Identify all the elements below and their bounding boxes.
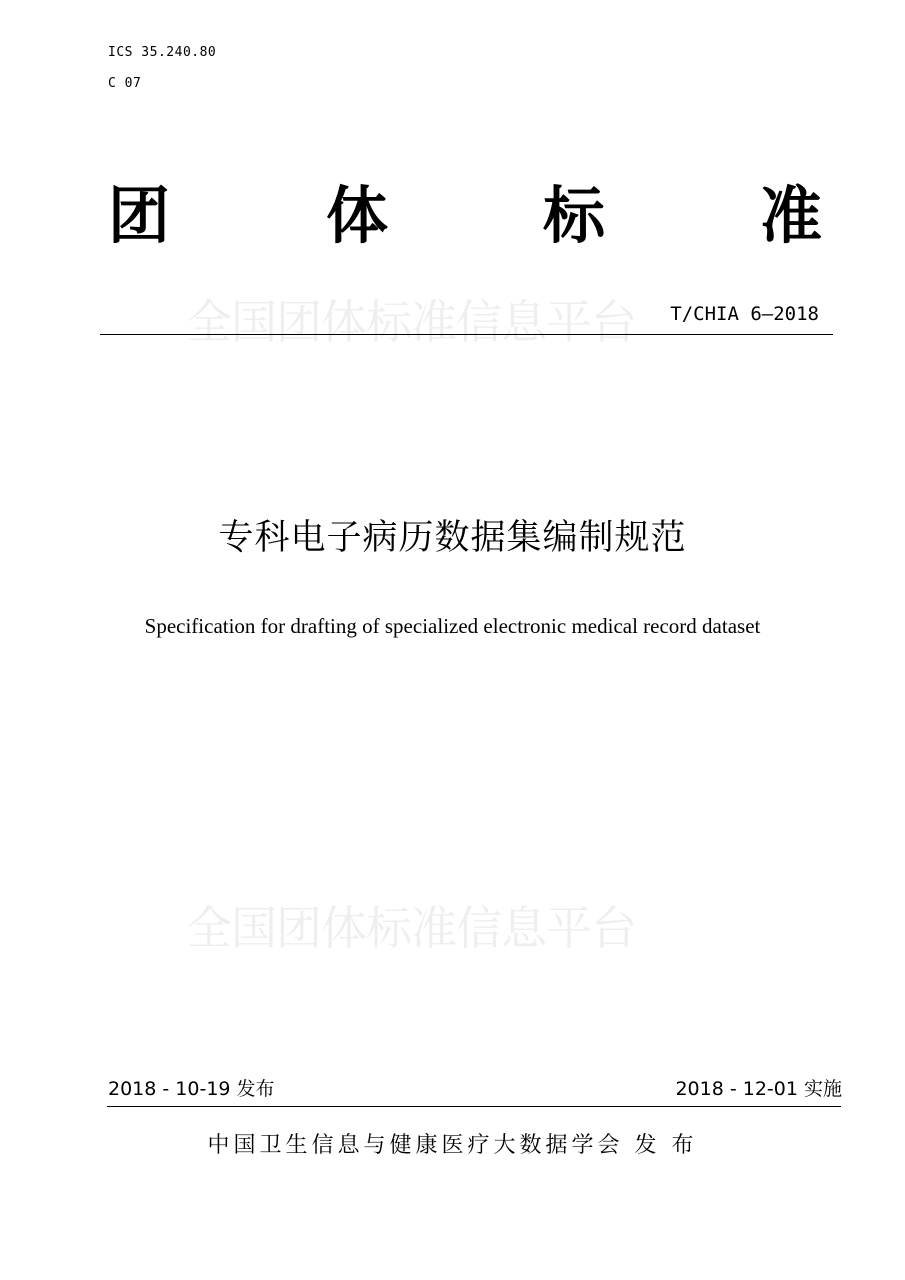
category-char-2: 体 xyxy=(326,179,389,252)
ics-code: ICS 35.240.80 xyxy=(108,45,217,60)
implementation-date: 2018 - 12-01 实施 xyxy=(675,1078,842,1100)
watermark-bottom: 全国团体标准信息平台 xyxy=(186,901,636,955)
category-char-3: 标 xyxy=(543,179,606,252)
standard-number: T/CHIA 6—2018 xyxy=(670,303,819,325)
document-title-chinese: 专科电子病历数据集编制规范 xyxy=(218,518,687,558)
header-divider xyxy=(100,334,833,335)
ccs-code: C 07 xyxy=(108,76,142,91)
category-char-4: 准 xyxy=(760,179,823,252)
document-title-english: Specification for drafting of specialized electronic medical record dataset xyxy=(144,614,761,638)
category-char-1: 团 xyxy=(108,179,171,252)
footer-divider xyxy=(107,1106,841,1107)
publish-date: 2018 - 10-19 发布 xyxy=(108,1078,275,1100)
watermark-top: 全国团体标准信息平台 xyxy=(186,295,636,349)
publisher: 中国卫生信息与健康医疗大数据学会 发 布 xyxy=(207,1133,698,1158)
